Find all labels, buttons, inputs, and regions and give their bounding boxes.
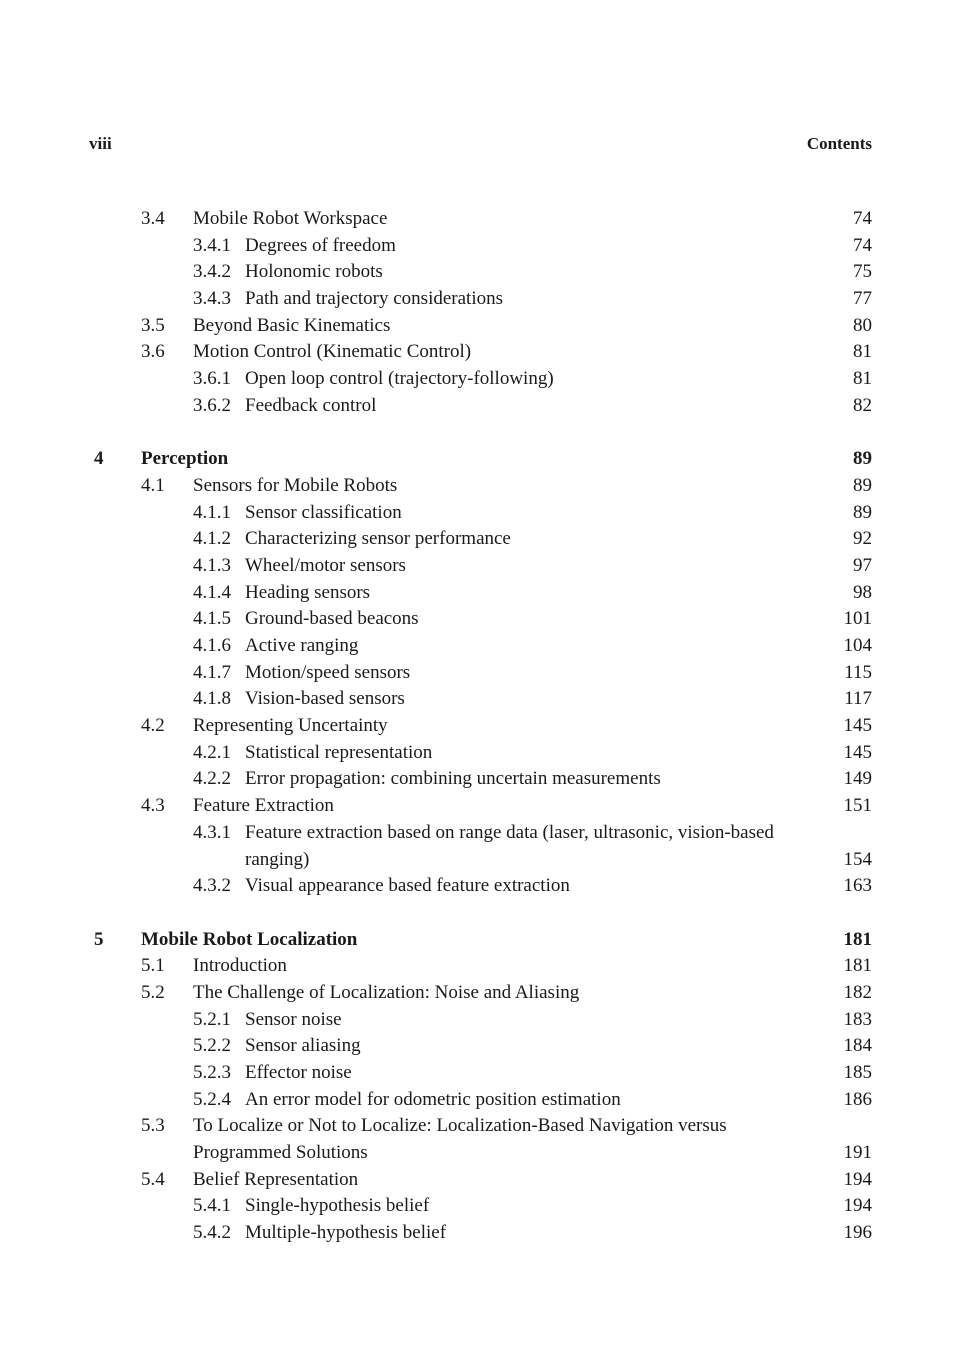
toc-entry-page: 163: [843, 875, 872, 897]
toc-entry-number: 4.1.3: [193, 554, 231, 576]
toc-entry-title: Heading sensors: [245, 581, 371, 603]
toc-entry-page: 186: [843, 1088, 872, 1110]
toc-entry[interactable]: [0, 713, 960, 740]
toc-entry-title: Active ranging: [245, 635, 359, 656]
toc-entry[interactable]: [0, 313, 960, 340]
toc-entry-title: Motion/speed sensors: [245, 661, 411, 683]
toc-entry-number: 3.6.1: [193, 368, 231, 390]
toc-entry-title: Perception: [141, 448, 229, 470]
toc-entry-page: 97: [853, 554, 872, 576]
toc-entry-title: Error propagation: combining uncertain measurements: [245, 768, 661, 790]
toc-chapter-entry[interactable]: [0, 446, 960, 473]
toc-entry-number: 4.1.2: [193, 528, 231, 550]
toc-entry[interactable]: [0, 473, 960, 500]
toc-entry-title: Feature extraction based on range data (laser, ultrasonic, vision-based: [245, 821, 774, 843]
toc-entry-number: 5.2.1: [193, 1008, 231, 1030]
toc-entry-number: 4.1: [141, 474, 165, 496]
toc-entry[interactable]: [0, 606, 960, 633]
toc-entry-number: 5: [94, 928, 104, 950]
toc-entry[interactable]: [0, 633, 960, 660]
toc-entry-title: Statistical representation: [245, 741, 433, 763]
toc-entry[interactable]: [0, 393, 960, 420]
toc-entry-title: The Challenge of Localization: Noise and Aliasing: [193, 981, 580, 1003]
toc-entry-title: Sensor noise: [245, 1008, 342, 1030]
toc-entry-page: 101: [843, 608, 872, 630]
toc-entry-page: 92: [853, 528, 872, 550]
toc-entry[interactable]: [0, 580, 960, 607]
toc-entry-number: 4.1.8: [193, 688, 231, 710]
toc-entry-number: 5.2: [141, 981, 165, 1003]
toc-entry-page: 80: [853, 314, 872, 336]
toc-entry-number: 5.1: [141, 955, 165, 977]
section-gap: [0, 900, 960, 927]
toc-entry-number: 5.3: [141, 1115, 165, 1137]
toc-entry-page: 75: [853, 261, 872, 283]
toc-entry-title: Open loop control (trajectory-following): [245, 368, 554, 390]
toc-entry-number: 5.4.2: [193, 1222, 231, 1244]
toc-entry[interactable]: [0, 793, 960, 820]
toc-entry-number: 3.4: [141, 208, 165, 229]
toc-entry-page: 89: [853, 448, 872, 470]
toc-entry-page: 183: [843, 1008, 872, 1030]
page-number: viii: [89, 134, 112, 153]
toc-entry-page: 145: [843, 715, 872, 737]
toc-entry-number: 5.2.2: [193, 1035, 231, 1057]
toc-entry-number: 3.4.1: [193, 234, 231, 256]
toc-entry[interactable]: [0, 233, 960, 260]
toc-entry-page: 145: [843, 741, 872, 763]
toc-entry[interactable]: [0, 873, 960, 900]
toc-entry-title: Beyond Basic Kinematics: [193, 314, 391, 336]
toc-entry[interactable]: [0, 1007, 960, 1034]
toc-entry[interactable]: [0, 1033, 960, 1060]
toc-entry-page: 191: [843, 1142, 872, 1164]
toc-entry-title: Programmed Solutions: [193, 1142, 368, 1164]
toc-entry[interactable]: [0, 980, 960, 1007]
toc-entry[interactable]: [0, 366, 960, 393]
toc-entry-page: 185: [843, 1062, 872, 1083]
toc-entry[interactable]: [0, 1113, 960, 1140]
toc-entry[interactable]: [0, 686, 960, 713]
toc-entry[interactable]: [0, 286, 960, 313]
toc-entry-title: Mobile Robot Workspace: [193, 208, 388, 229]
toc-entry-number: 5.4.1: [193, 1195, 231, 1217]
toc-entry-title: Path and trajectory considerations: [245, 288, 504, 310]
running-header: [89, 134, 872, 156]
toc-entry[interactable]: [0, 1193, 960, 1220]
toc-entry[interactable]: [0, 740, 960, 767]
running-title: Contents: [806, 134, 872, 153]
toc-entry-title: Sensor classification: [245, 501, 402, 523]
toc-entry-number: 4.1.4: [193, 581, 231, 603]
toc-entry-page: 82: [853, 394, 872, 416]
toc-entry-page: 154: [843, 848, 872, 870]
toc-entry-number: 4.2.1: [193, 741, 231, 763]
section-gap: [0, 420, 960, 447]
toc-entry[interactable]: [0, 553, 960, 580]
toc-entry-title: To Localize or Not to Localize: Localization-Based Navigation versus: [193, 1115, 727, 1137]
toc-entry-page: 81: [853, 341, 872, 363]
toc-entry-title: Degrees of freedom: [245, 234, 396, 256]
toc-entry-number: 4.2.2: [193, 768, 231, 790]
toc-entry-title: Mobile Robot Localization: [141, 928, 358, 950]
toc-entry[interactable]: [0, 1060, 960, 1087]
toc-entry[interactable]: [0, 1140, 960, 1167]
toc-entry-page: 181: [843, 955, 872, 977]
toc-entry-title: Introduction: [193, 955, 287, 977]
toc-entry-title: Visual appearance based feature extraction: [245, 875, 570, 897]
toc-chapter-entry[interactable]: [0, 927, 960, 954]
toc-entry[interactable]: [0, 1220, 960, 1247]
toc-entry-page: 89: [853, 474, 872, 496]
toc-entry-page: 151: [843, 795, 872, 817]
toc-entry-page: 89: [853, 501, 872, 523]
toc-entry[interactable]: [0, 820, 960, 847]
toc-entry-title: Feature Extraction: [193, 795, 334, 817]
toc-entry-number: 4.2: [141, 715, 165, 737]
toc-entry-page: 181: [843, 928, 872, 950]
toc-entry-title: Sensor aliasing: [245, 1035, 361, 1057]
table-of-contents: [0, 206, 960, 1247]
toc-entry-number: 4.1.7: [193, 661, 231, 683]
toc-entry[interactable]: [0, 339, 960, 366]
toc-entry-title: An error model for odometric position estimation: [245, 1088, 621, 1110]
toc-entry-title: Holonomic robots: [245, 261, 383, 283]
toc-entry[interactable]: [0, 660, 960, 687]
toc-entry-number: 3.6.2: [193, 394, 231, 416]
toc-entry-page: 194: [843, 1168, 872, 1190]
toc-entry-page: 117: [844, 688, 872, 710]
toc-entry-title: Wheel/motor sensors: [245, 554, 406, 576]
toc-entry-title: Belief Representation: [193, 1168, 359, 1190]
toc-entry[interactable]: [0, 526, 960, 553]
toc-entry[interactable]: [0, 847, 960, 874]
toc-entry-title: Representing Uncertainty: [193, 715, 388, 737]
toc-entry-title: Feedback control: [245, 394, 377, 416]
toc-entry-number: 5.4: [141, 1168, 165, 1190]
toc-entry[interactable]: [0, 766, 960, 793]
toc-entry-page: 115: [844, 661, 872, 683]
toc-entry[interactable]: [0, 1167, 960, 1194]
toc-entry-number: 4.1.6: [193, 635, 231, 656]
toc-entry-title: Sensors for Mobile Robots: [193, 474, 398, 496]
toc-entry-title: Vision-based sensors: [245, 688, 405, 710]
toc-entry-number: 4: [94, 448, 104, 470]
toc-entry-page: 81: [853, 368, 872, 390]
toc-entry-page: 98: [853, 581, 872, 603]
toc-entry-page: 194: [843, 1195, 872, 1217]
toc-entry-title: Single-hypothesis belief: [245, 1195, 430, 1217]
toc-entry-page: 74: [853, 234, 872, 256]
toc-entry-number: 3.6: [141, 341, 165, 363]
toc-entry-page: 184: [843, 1035, 872, 1057]
toc-entry[interactable]: [0, 1087, 960, 1114]
toc-entry[interactable]: [0, 500, 960, 527]
toc-entry-page: 74: [853, 208, 872, 229]
toc-entry-number: 3.4.2: [193, 261, 231, 283]
toc-entry[interactable]: [0, 206, 960, 233]
toc-entry-number: 5.2.3: [193, 1062, 231, 1083]
toc-entry-page: 182: [843, 981, 872, 1003]
toc-entry-number: 3.4.3: [193, 288, 231, 310]
toc-entry[interactable]: [0, 259, 960, 286]
toc-entry-number: 4.3: [141, 795, 165, 817]
toc-entry-page: 149: [843, 768, 872, 790]
toc-entry-page: 77: [853, 288, 872, 310]
toc-entry-page: 104: [843, 635, 872, 656]
toc-entry-page: 196: [843, 1222, 872, 1244]
toc-entry-number: 4.1.1: [193, 501, 231, 523]
toc-entry-title: Multiple-hypothesis belief: [245, 1222, 447, 1244]
toc-entry-number: 4.1.5: [193, 608, 231, 630]
toc-entry-title: Ground-based beacons: [245, 608, 419, 630]
toc-entry[interactable]: [0, 953, 960, 980]
toc-entry-title: Effector noise: [245, 1062, 352, 1083]
toc-entry-title: ranging): [245, 848, 310, 870]
toc-entry-number: 5.2.4: [193, 1088, 231, 1110]
toc-entry-number: 4.3.1: [193, 821, 231, 843]
toc-entry-title: Characterizing sensor performance: [245, 528, 511, 550]
toc-entry-number: 3.5: [141, 314, 165, 336]
toc-entry-title: Motion Control (Kinematic Control): [193, 341, 472, 363]
toc-entry-number: 4.3.2: [193, 875, 231, 897]
